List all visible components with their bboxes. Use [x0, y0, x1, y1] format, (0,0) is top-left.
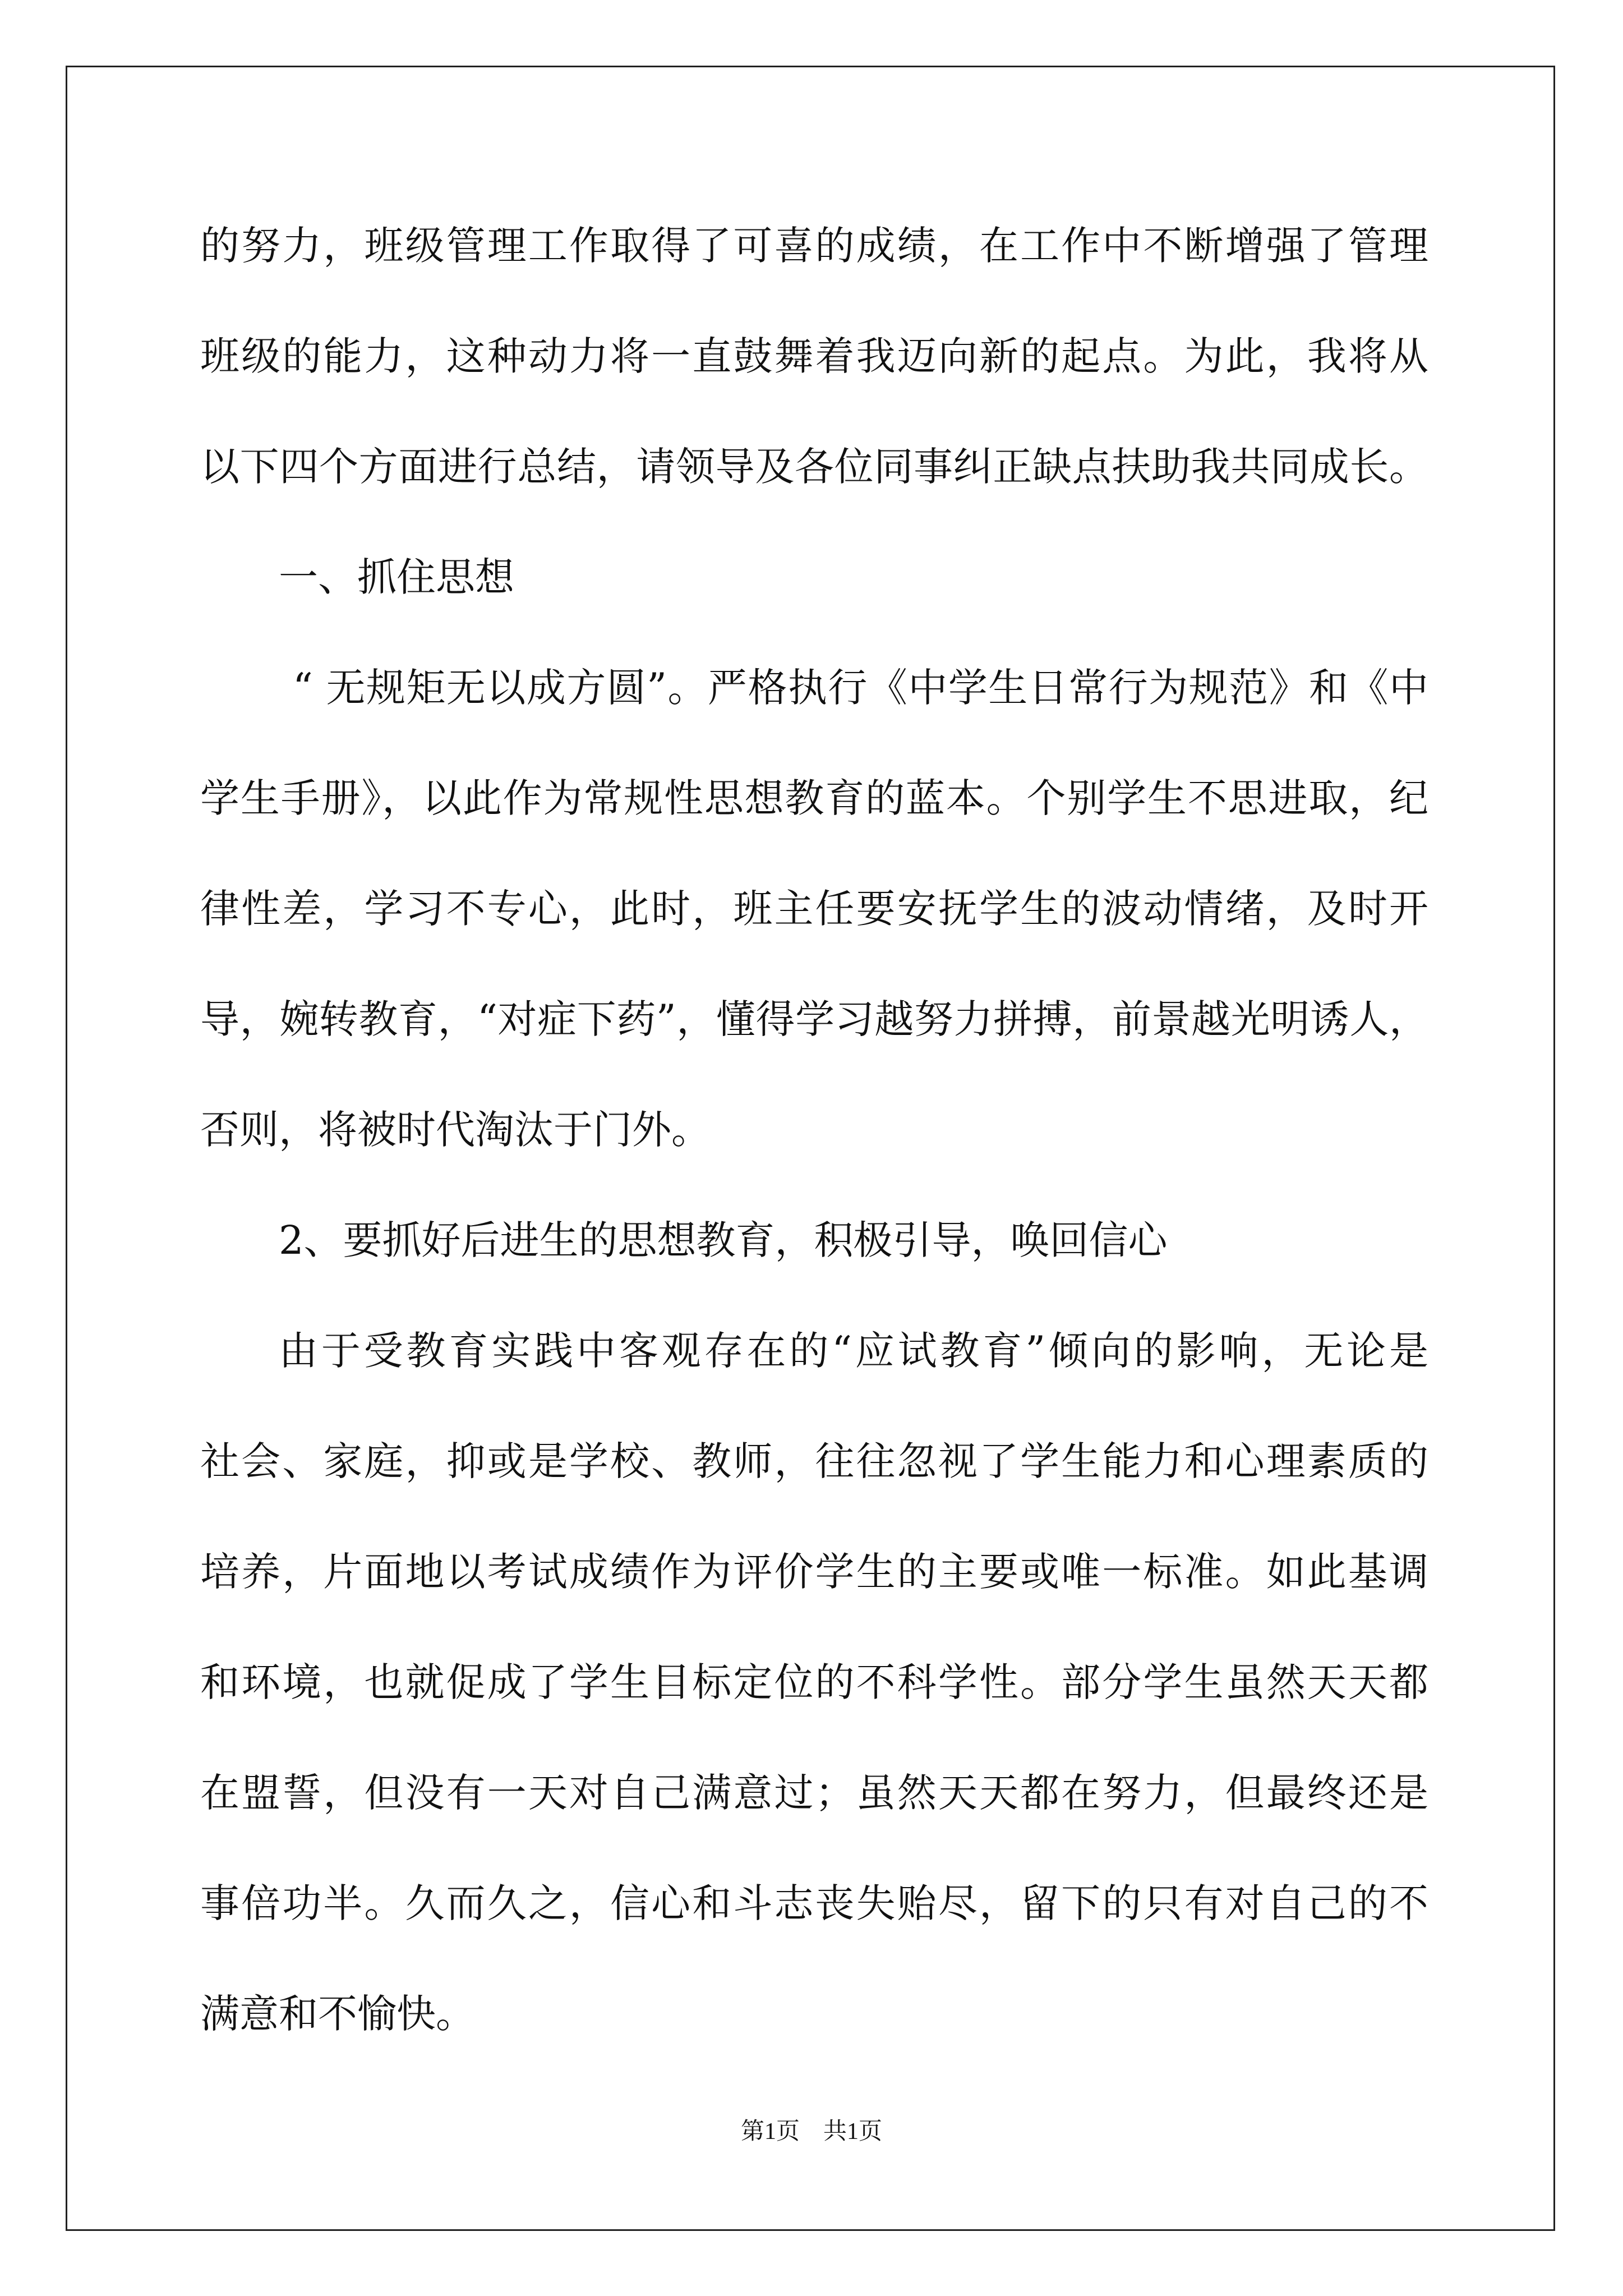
text-line: 满意和不愉快。 [200, 1991, 475, 2037]
text-line: 培养，片面地以考试成绩作为评价学生的主要或唯一标准。如此基调 [200, 1549, 1428, 1595]
page-number-footer: 第1页 共1页 [740, 2119, 882, 2145]
text-line: 学生手册》，以此作为常规性思想教育的蓝本。个别学生不思进取，纪 [200, 775, 1428, 821]
text-line: 否则，将被时代淘汰于门外。 [200, 1107, 711, 1153]
text-line: 以下四个方面进行总结，请领导及各位同事纠正缺点扶助我共同成长。 [200, 444, 1428, 490]
text-line: 的努力，班级管理工作取得了可喜的成绩，在工作中不断增强了管理 [200, 223, 1428, 269]
document-body [200, 191, 1428, 2069]
text-line: 和环境，也就促成了学生目标定位的不科学性。部分学生虽然天天都 [200, 1659, 1428, 1705]
text-line: “ 无规矩无以成方圆”。严格执行《中学生日常行为规范》和《中 [293, 665, 1428, 711]
text-line: 由于受教育实践中客观存在的“应试教育”倾向的影响，无论是 [279, 1328, 1428, 1374]
text-line: 班级的能力，这种动力将一直鼓舞着我迈向新的起点。为此，我将从 [200, 333, 1428, 379]
text-line: 导，婉转教育，“对症下药”，懂得学习越努力拼搏，前景越光明诱人， [200, 996, 1428, 1042]
text-line: 律性差，学习不专心，此时，班主任要安抚学生的波动情绪，及时开 [200, 886, 1428, 932]
text-line: 社会、家庭，抑或是学校、教师，往往忽视了学生能力和心理素质的 [200, 1438, 1428, 1484]
text-line: 在盟誓，但没有一天对自己满意过；虽然天天都在努力，但最终还是 [200, 1770, 1428, 1816]
text-line: 一、抓住思想 [279, 554, 514, 600]
text-line: 2、要抓好后进生的思想教育，积极引导，唤回信心 [279, 1217, 1168, 1263]
text-line: 事倍功半。久而久之，信心和斗志丧失贻尽，留下的只有对自己的不 [200, 1880, 1428, 1926]
